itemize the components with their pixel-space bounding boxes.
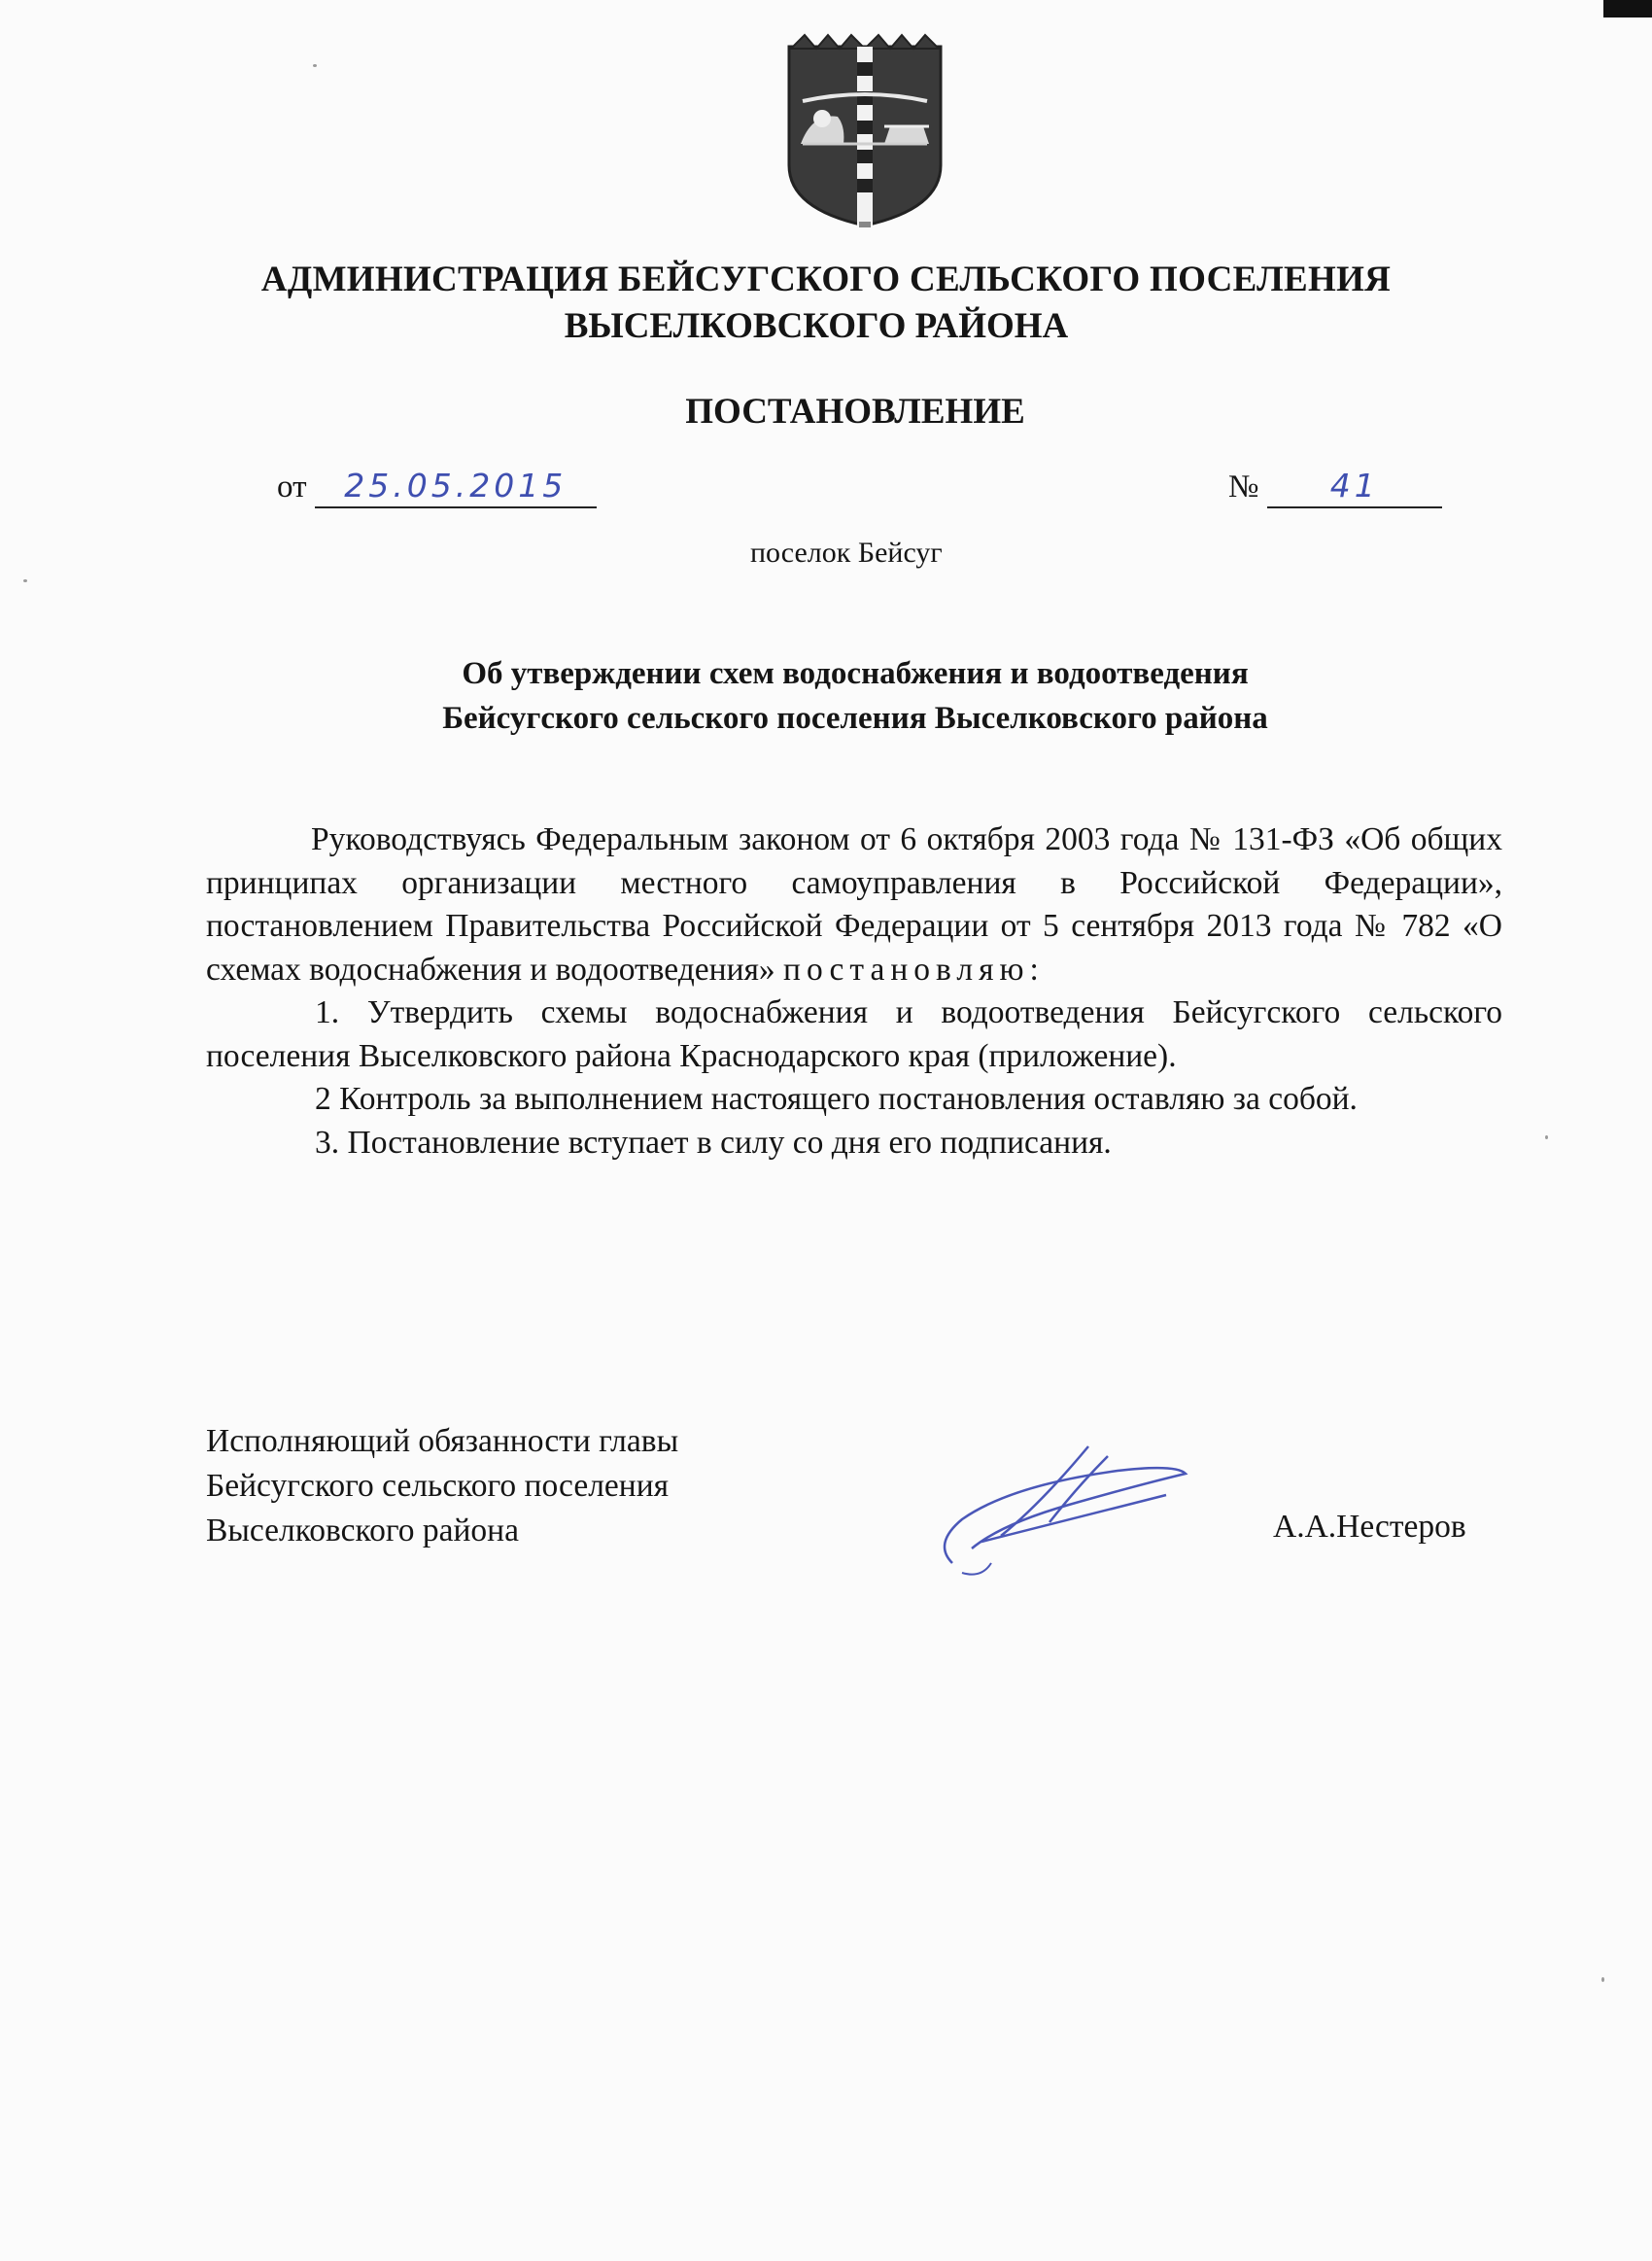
resolve-word: постановляю: <box>783 951 1045 988</box>
preamble-paragraph <box>206 818 1502 991</box>
number-prefix: № <box>1228 470 1259 504</box>
document-type-heading: ПОСТАНОВЛЕНИЕ <box>685 392 1025 432</box>
document-place: поселок Бейсуг <box>750 537 943 569</box>
organization-name-line1: АДМИНИСТРАЦИЯ БЕЙСУГСКОГО СЕЛЬСКОГО ПОСЕЛЕНИЯ <box>260 260 1392 299</box>
position-line2: Бейсугского сельского поселения <box>206 1468 670 1504</box>
date-prefix: от <box>277 470 307 504</box>
scan-speck <box>23 579 27 582</box>
item-1: 1. Утвердить схемы водоснабжения и водоотведения Бейсугского сельского поселения Выселковского района Краснодарского края (приложение). <box>206 994 1502 1074</box>
item-3: 3. Постановление вступает в силу со дня его подписания. <box>315 1124 1112 1161</box>
title-line1: Об утверждении схем водоснабжения и водоотведения <box>462 656 1249 691</box>
date-value: 25.05.2015 <box>344 467 568 504</box>
scan-speck <box>313 64 317 67</box>
coat-of-arms-icon <box>783 29 946 233</box>
position-line1: Исполняющий обязанности главы <box>206 1423 679 1459</box>
handwritten-signature-icon <box>923 1427 1205 1583</box>
scan-speck <box>1601 1977 1604 1982</box>
number-value: 41 <box>1329 467 1379 504</box>
document-title <box>0 651 1652 741</box>
document-number <box>1228 467 1442 508</box>
document-date <box>277 467 597 508</box>
position-line3: Выселковского района <box>206 1513 519 1548</box>
signatory-position <box>206 1419 678 1553</box>
document-body <box>206 818 1502 1165</box>
preamble-text: Руководствуясь Федеральным законом от 6 октября 2003 года № 131-ФЗ «Об общих принципах организации местного самоуправления в Российской Федерации», постановлением Правительства Российской Федерации от 5 сентября 2013 года № 782 «О схемах водоснабжения и водоотведения» <box>206 821 1502 988</box>
signatory-name: А.А.Нестеров <box>1273 1509 1466 1545</box>
organization-name-line2: ВЫСЕЛКОВСКОГО РАЙОНА <box>564 306 1069 346</box>
scan-speck <box>1545 1135 1548 1139</box>
item-2: 2 Контроль за выполнением настоящего постановления оставляю за собой. <box>315 1081 1358 1117</box>
title-line2: Бейсугского сельского поселения Выселковского района <box>442 701 1268 736</box>
scan-corner-mark <box>1603 0 1652 17</box>
